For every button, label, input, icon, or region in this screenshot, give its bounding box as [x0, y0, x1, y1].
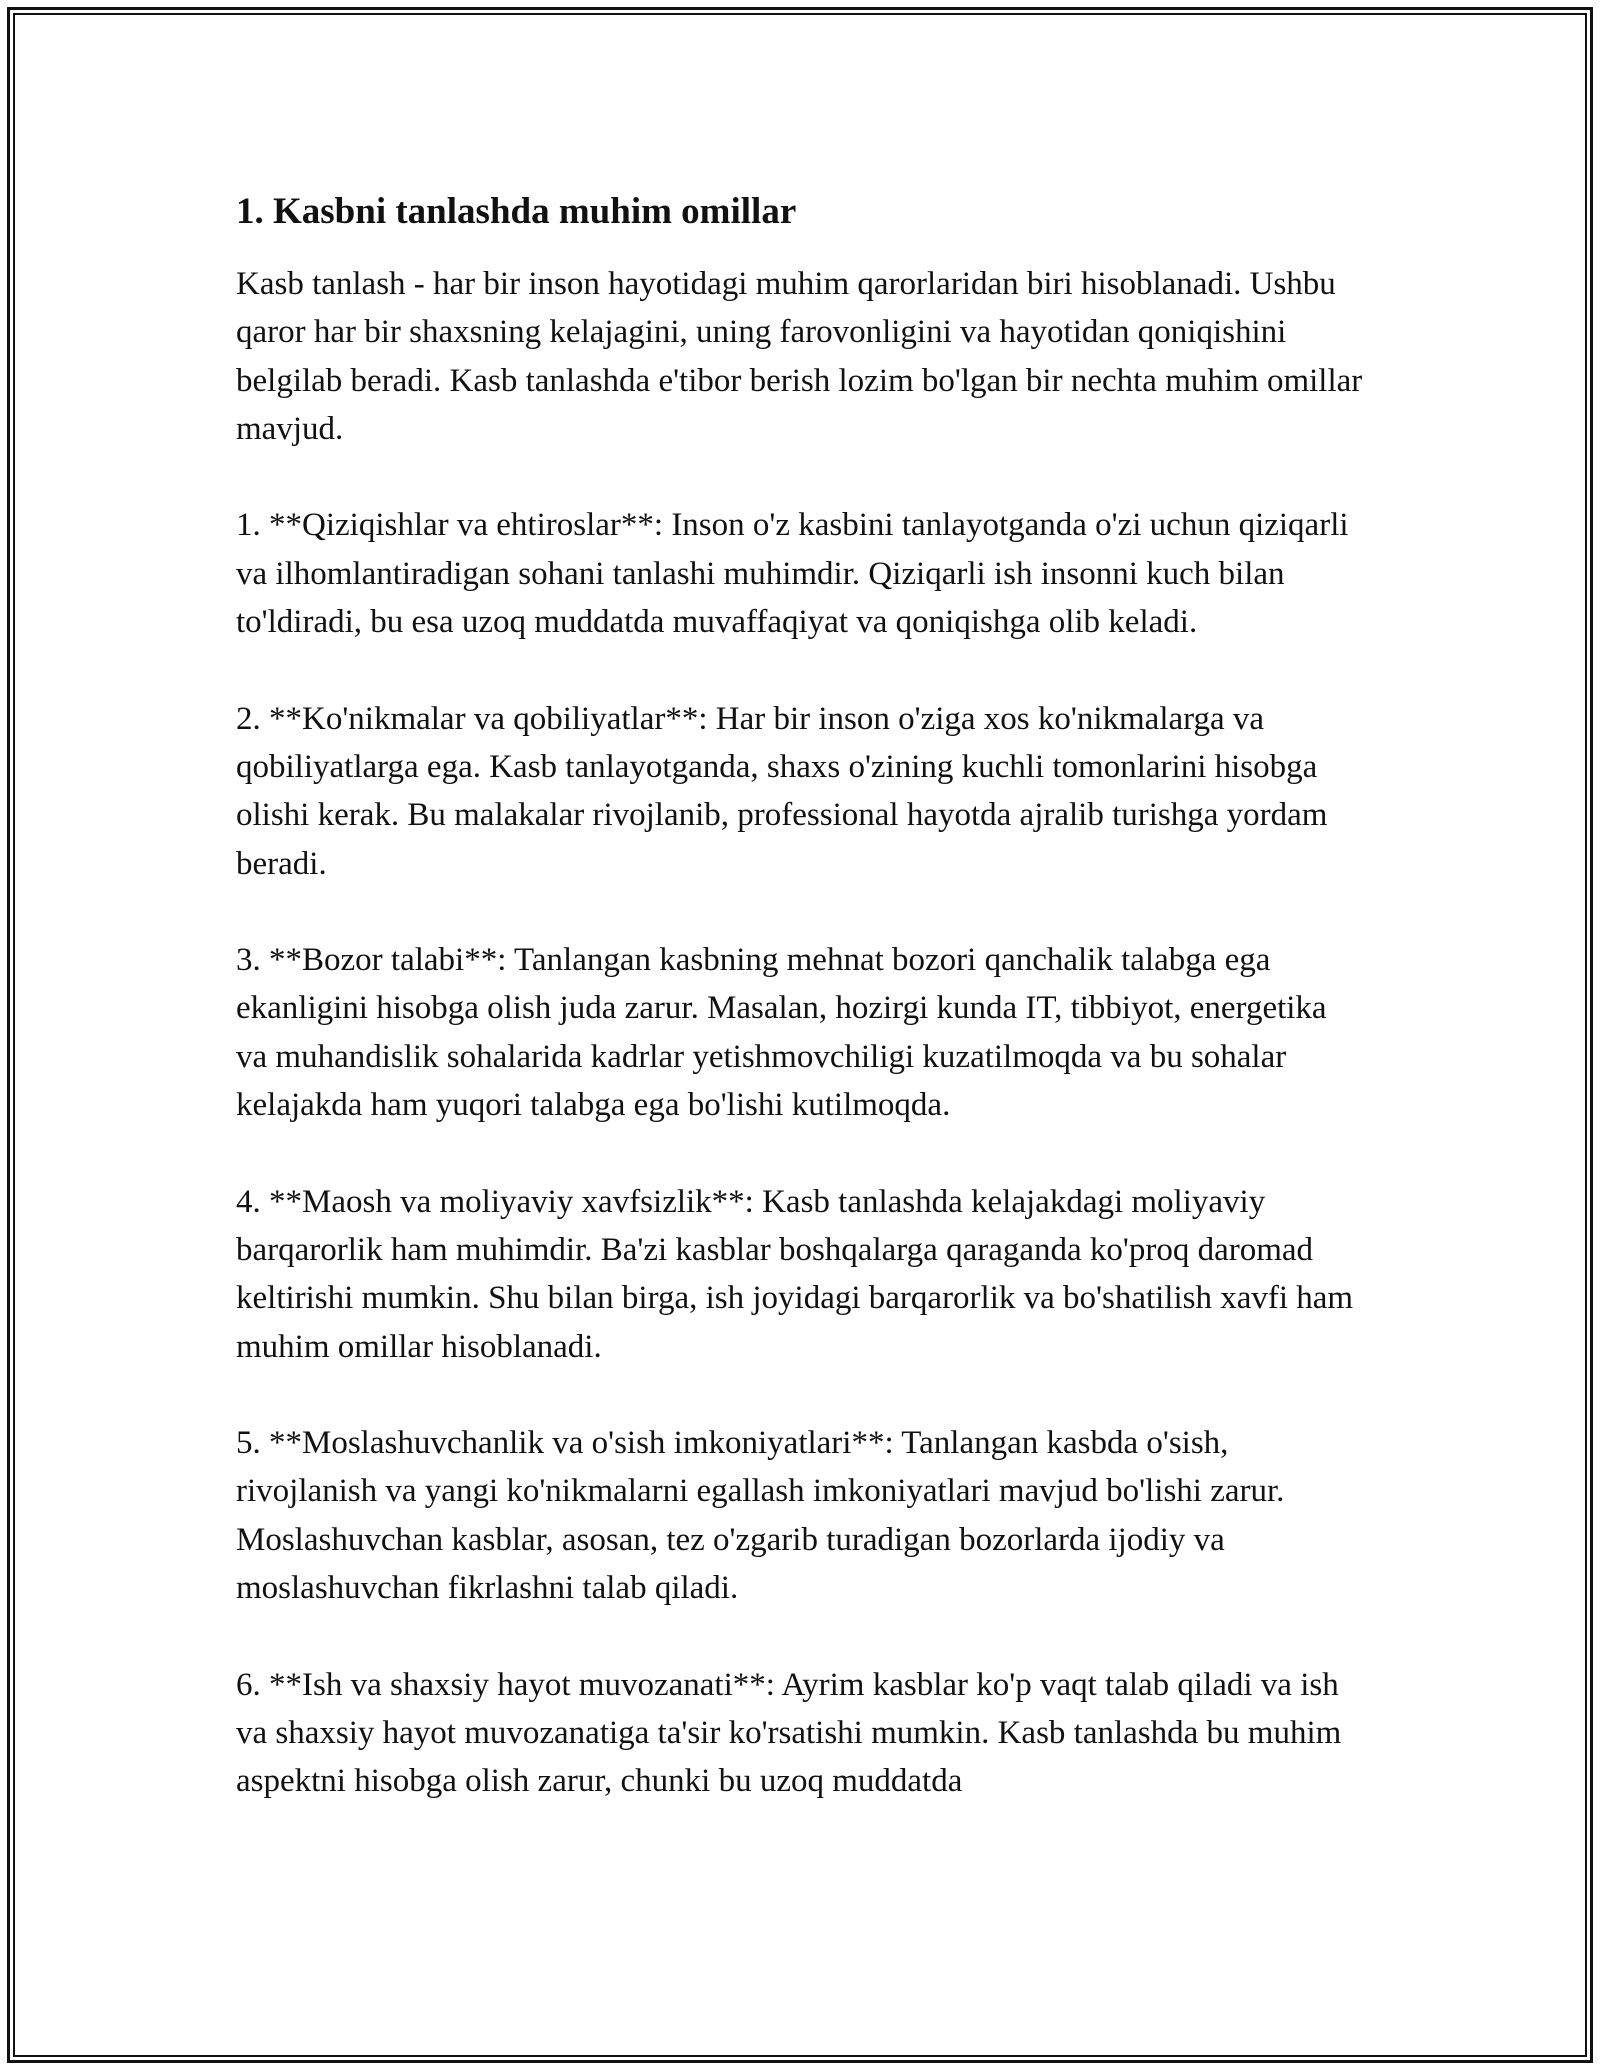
paragraph-salary: 4. **Maosh va moliyaviy xavfsizlik**: Kasb tanlashda kelajakdagi moliyaviy barqarorlik ham muhimdir. Ba'zi kasblar boshqalarga qaraganda ko'proq daromad keltirishi mumkin. Shu bilan birga, ish joyidagi barqarorlik va bo'shatilish xavfi ham muhim omillar hisoblanadi.	[236, 1183, 1354, 1365]
intro-paragraph: Kasb tanlash - har bir inson hayotidagi muhim qarorlaridan biri hisoblanadi. Ushbu qaror har bir shaxsning kelajagini, uning farovonligini va hayotidan qoniqishini belgilab beradi. Kasb tanlashda e'tibor berish lozim bo'lgan bir nechta muhim omillar mavjud.	[236, 266, 1363, 447]
paragraph-interests: 1. **Qiziqishlar va ehtiroslar**: Inson o'z kasbini tanlayotganda o'zi uchun qiziqarli va ilhomlantiradigan sohani tanlashi muhimdir. Qiziqarli ish insonni kuch bilan to'ldiradi, bu esa uzoq muddatda muvaffaqiyat va qoniqishga olib keladi.	[236, 507, 1349, 641]
section-heading: 1. Kasbni tanlashda muhim omillar	[236, 191, 797, 232]
paragraph-market-demand: 3. **Bozor talabi**: Tanlangan kasbning mehnat bozori qanchalik talabga ega ekanligini hisobga olish juda zarur. Masalan, hozirgi kunda IT, tibbiyot, energetika va muhandislik sohalarida kadrlar yetishmovchiligi kuzatilmoqda va bu sohalar kelajakda ham yuqori talabga ega bo'lishi kutilmoqda.	[236, 942, 1327, 1124]
paragraph-skills: 2. **Ko'nikmalar va qobiliyatlar**: Har bir inson o'ziga xos ko'nikmalarga va qobiliyatlarga ega. Kasb tanlayotganda, shaxs o'zining kuchli tomonlarini hisobga olishi kerak. Bu malakalar rivojlanib, professional hayotda ajralib turishga yordam beradi.	[236, 700, 1328, 882]
document-body	[236, 188, 1364, 1806]
paragraph-growth: 5. **Moslashuvchanlik va o'sish imkoniyatlari**: Tanlangan kasbda o'sish, rivojlanish va yangi ko'nikmalarni egallash imkoniyatlari mavjud bo'lishi zarur. Moslashuvchan kasblar, asosan, tez o'zgarib turadigan bozorlarda ijodiy va moslashuvchan fikrlashni talab qiladi.	[236, 1425, 1285, 1607]
paragraph-work-life-balance: 6. **Ish va shaxsiy hayot muvozanati**: Ayrim kasblar ko'p vaqt talab qiladi va ish va shaxsiy hayot muvozanatiga ta'sir ko'rsatishi mumkin. Kasb tanlashda bu muhim aspektni hisobga olish zarur, chunki bu uzoq muddatda	[236, 1666, 1342, 1800]
